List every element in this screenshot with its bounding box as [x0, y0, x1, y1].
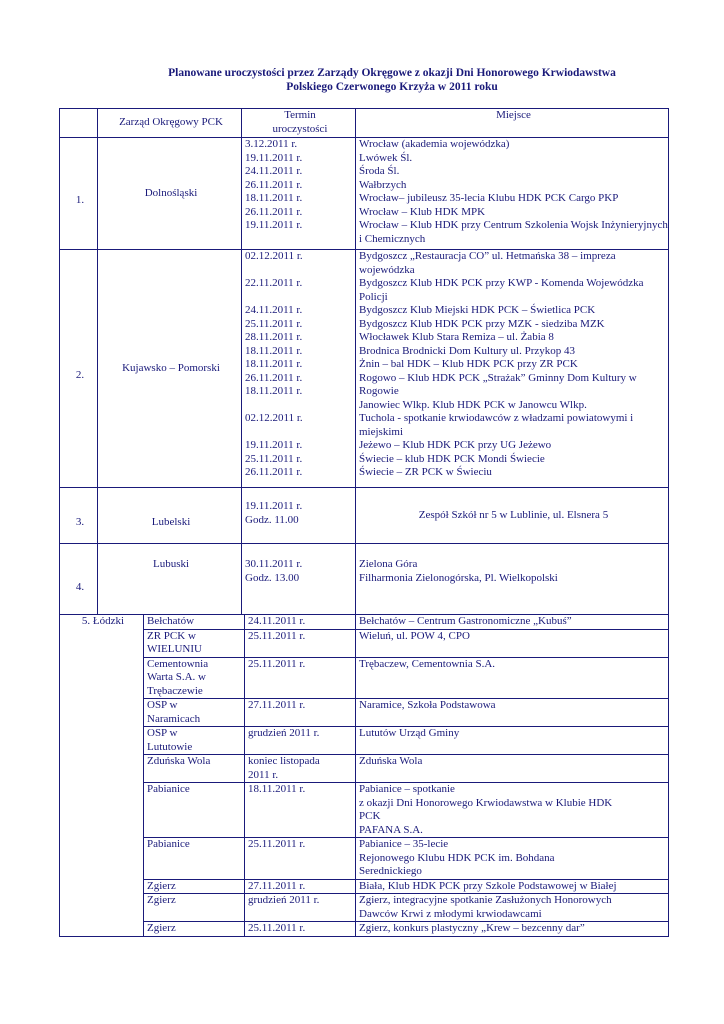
- row-dates: 02.12.2011 r. 22.11.2011 r. 24.11.2011 r. 25.11.2011 r. 28.11.2011 r. 18.11.2011 r. 18.11.2011 r. 26.11.2011 r. 18.11.2011 r. 02.12.2011 r. 19.11.2011 r. 25.11.2011 r. 26.11.2011 r.: [242, 250, 356, 488]
- title-line-2: Polskiego Czerwonego Krzyża w 2011 roku: [286, 81, 498, 93]
- header-num: [60, 109, 98, 138]
- table-row: [60, 838, 669, 880]
- row-place: Zgierz, konkurs plastyczny „Krew – bezcenny dar”: [356, 922, 669, 937]
- row-unit: Pabianice: [144, 783, 245, 838]
- header-miejsce: Miejsce: [356, 109, 669, 138]
- row-unit: Zduńska Wola: [144, 755, 245, 783]
- row-dates: 3.12.2011 r. 19.11.2011 r. 24.11.2011 r. 26.11.2011 r. 18.11.2011 r. 26.11.2011 r. 19.11.2011 r.: [242, 138, 356, 250]
- row-unit: Zgierz: [144, 922, 245, 937]
- table-row: [60, 783, 669, 838]
- table-row: [60, 138, 669, 250]
- table-row: [60, 879, 669, 894]
- row-place: Biała, Klub HDK PCK przy Szkole Podstawowej w Białej: [356, 879, 669, 894]
- row-number: 2.: [60, 250, 98, 488]
- row-place: Lututów Urząd Gminy: [356, 727, 669, 755]
- row-unit: OSP w Lututowie: [144, 727, 245, 755]
- header-termin: Termin uroczystości: [242, 109, 356, 138]
- events-table: [59, 108, 669, 615]
- row-date: 25.11.2011 r.: [245, 657, 356, 699]
- row-date: grudzień 2011 r.: [245, 894, 356, 922]
- table-row: [60, 922, 669, 937]
- lodzki-label: 5. Łódzki: [60, 615, 144, 937]
- row-unit: Cementownia Warta S.A. w Trębaczewie: [144, 657, 245, 699]
- row-place: Naramice, Szkoła Podstawowa: [356, 699, 669, 727]
- row-unit: Zgierz: [144, 894, 245, 922]
- row-region: Lubuski: [98, 544, 242, 615]
- row-date: 25.11.2011 r.: [245, 629, 356, 657]
- row-number: 1.: [60, 138, 98, 250]
- row-unit: Pabianice: [144, 838, 245, 880]
- row-places: Zielona Góra Filharmonia Zielonogórska, Pl. Wielkopolski: [356, 544, 669, 615]
- title-line-1: Planowane uroczystości przez Zarządy Okręgowe z okazji Dni Honorowego Krwiodawstwa: [168, 67, 616, 79]
- table-row: [60, 250, 669, 488]
- row-region: Lubelski: [98, 488, 242, 544]
- row-date: koniec listopada 2011 r.: [245, 755, 356, 783]
- row-unit: Zgierz: [144, 879, 245, 894]
- row-date: 24.11.2011 r.: [245, 615, 356, 630]
- row-dates: 19.11.2011 r. Godz. 11.00: [242, 488, 356, 544]
- row-unit: OSP w Naramicach: [144, 699, 245, 727]
- row-date: grudzień 2011 r.: [245, 727, 356, 755]
- row-place: Zgierz, integracyjne spotkanie Zasłużonych Honorowych Dawców Krwi z młodymi krwiodawcami: [356, 894, 669, 922]
- row-unit: ZR PCK w WIELUNIU: [144, 629, 245, 657]
- table-row: [60, 544, 669, 615]
- row-region: Dolnośląski: [98, 138, 242, 250]
- row-dates: 30.11.2011 r. Godz. 13.00: [242, 544, 356, 615]
- row-number: 4.: [60, 544, 98, 615]
- table-header-row: [60, 109, 669, 138]
- row-place: Pabianice – spotkanie z okazji Dni Honorowego Krwiodawstwa w Klubie HDK PCK PAFANA S.A.: [356, 783, 669, 838]
- row-places: Wrocław (akademia wojewódzka) Lwówek Śl. Środa Śl. Wałbrzych Wrocław– jubileusz 35-lecia Klubu HDK PCK Cargo PKP Wrocław – Klub HDK MPK Wrocław – Klub HDK przy Centrum Szkolenia Wojsk Inżynieryjnych i Chemicznych: [356, 138, 669, 250]
- row-number: 3.: [60, 488, 98, 544]
- table-row: [60, 615, 669, 630]
- table-row: [60, 755, 669, 783]
- table-row: [60, 727, 669, 755]
- row-place: Pabianice – 35-lecie Rejonowego Klubu HDK PCK im. Bohdana Serednickiego: [356, 838, 669, 880]
- row-date: 27.11.2011 r.: [245, 879, 356, 894]
- row-date: 25.11.2011 r.: [245, 838, 356, 880]
- table-row: [60, 894, 669, 922]
- row-region: Kujawsko – Pomorski: [98, 250, 242, 488]
- row-place: Bełchatów – Centrum Gastronomiczne „Kubuś”: [356, 615, 669, 630]
- table-row: [60, 657, 669, 699]
- row-place: Zduńska Wola: [356, 755, 669, 783]
- row-places: Zespół Szkół nr 5 w Lublinie, ul. Elsnera 5: [356, 488, 669, 544]
- lodzki-table: [59, 614, 669, 937]
- row-place: Wieluń, ul. POW 4, CPO: [356, 629, 669, 657]
- table-row: [60, 699, 669, 727]
- row-place: Trębaczew, Cementownia S.A.: [356, 657, 669, 699]
- row-date: 27.11.2011 r.: [245, 699, 356, 727]
- row-places: Bydgoszcz „Restauracja CO” ul. Hetmańska 38 – impreza wojewódzka Bydgoszcz Klub HDK PCK przy KWP - Komenda Wojewódzka Policji Bydgoszcz Klub Miejski HDK PCK – Świetlica PCK Bydgoszcz Klub HDK PCK przy MZK - siedziba MZK Włocławek Klub Stara Remiza – ul. Żabia 8 Brodnica Brodnicki Dom Kultury ul. Przykop 43 Żnin – bal HDK – Klub HDK PCK przy ZR PCK Rogowo – Klub HDK PCK „Strażak” Gminny Dom Kultury w Rogowie Janowiec Wlkp. Klub HDK PCK w Janowcu Wlkp. Tuchola - spotkanie krwiodawców z władzami powiatowymi i miejskimi Jeżewo – Klub HDK PCK przy UG Jeżewo Świecie – klub HDK PCK Mondi Świecie Świecie – ZR PCK w Świeciu: [356, 250, 669, 488]
- row-unit: Bełchatów: [144, 615, 245, 630]
- table-row: [60, 488, 669, 544]
- row-date: 18.11.2011 r.: [245, 783, 356, 838]
- header-zarzad: Zarząd Okręgowy PCK: [98, 109, 242, 138]
- row-date: 25.11.2011 r.: [245, 922, 356, 937]
- document-title: [0, 66, 724, 94]
- table-row: [60, 629, 669, 657]
